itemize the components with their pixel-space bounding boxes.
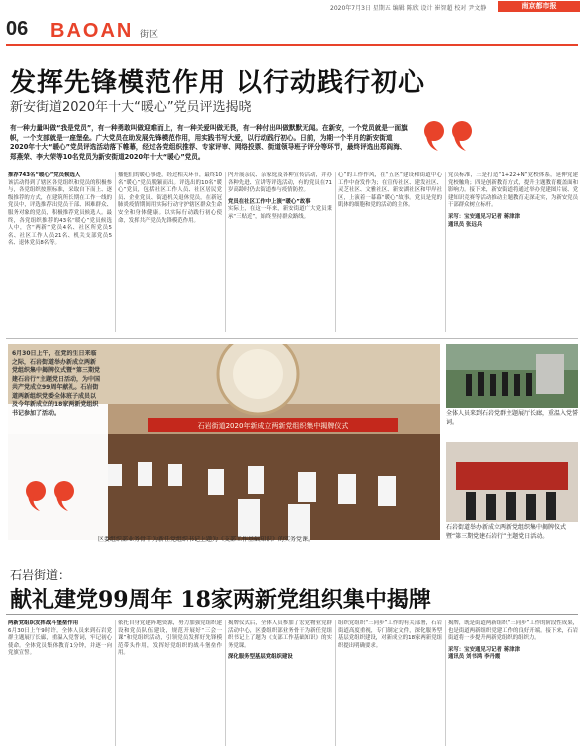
article2-col4-text: 组织党组织“三同步”工作的有关部署，石岩街道高度重视，专门制定文件，深化服务型基层党组织建设，对新成立的18家两新党组织提出明确要求。 [338,620,442,649]
column-divider [225,172,226,332]
column-divider [115,172,116,332]
article1-col1-heading: 推荐743名“暖心”党员候选人 [8,172,81,178]
section-sub: 街区 [140,30,159,40]
column-divider [225,620,226,746]
article1-column-5 [448,172,578,332]
article1-col5-text: 党员标准，三是打造“1+22+N”党校体系，延伸党建党校触角；四是创新教育方式，提升主题教育覆盖面和影响力。接下来，新安街道将通过举办党建图片展、党建知识竞赛等活动推动主题教育走深走实，为新安党员干部群众树立标杆。 [448,172,578,209]
right-bottom-caption: 石岩街道举办新成立两新党组织集中揭牌仪式暨“第三期党建石岩行”主题党日活动。 [446,524,567,540]
page-number: 06 [6,18,29,40]
article1-col3-text: 内开展亲民、亲家庭及各种宣传活动，并办各种先进、宣讲等评选活动，有的党员在71岁高龄时仍去街道参与疫情防控。 [228,172,332,194]
article2-column-4 [338,620,442,746]
column-divider [335,172,336,332]
article2-col3-heading: 深化服务型基层党组织建设 [228,654,293,661]
column-divider [445,620,446,746]
article1-col4-text: 心”的工作作风，在“五区”建设和街道中心工作中奋发作为；在宣传社区、建发社区、灵芝社区、文雅社区、新安湖社区和甲岸社区，上演着一幕幕“暖心”故事。党员是党的肌体的细胞和党的活动的主体。 [338,172,442,209]
article1-col2-text: 播他们的暖心事迹，经过相关环节，最终10名“暖心”党员脱颖而出。评选出的10名“暖心”党员，包括社区工作人员、社区居民党员、企业党员、街道机关退休党员，在新冠肺炎疫情期间用实际行动守护辖区群众生命安全和身体健康。以实际行动践行初心使命，发挥共产党员先锋模范作用。 [118,172,222,224]
right-top-caption: 全体人员来到石岩党群主题展厅长廊，重温入党誓词。 [446,410,579,426]
article2-col1-text: 6月30日上午9时许，全体人员来到石岩党群主题展厅长廊，重温入党誓词，牢记初心使命。全体党员集体教育1分钟，并逐一向党旗宣誓。 [8,627,112,657]
article2-byline: 采写：宝安通见习记者 蒋津津 通讯员 刘书鸿 李丹霞 [448,646,520,661]
article1-col3-text2: 实际上，在这一年来，新安街道广大党员秉承“三贴近”，始终坚持群众路线。 [228,206,332,220]
main-photo-side-caption: 6月30日上午，在党的生日来临之际，石岩街道举办新成立两新党组织集中揭牌仪式暨“第三期党建石岩行”主题党日活动，为中国共产党成立99周年献礼。石岩街道两新组织党委全体班子成员以及今年新成立的18家两新党组织书记参加了活动。 [12,350,100,417]
banner-text: 石岩街道2020年新成立两新党组织集中揭牌仪式 [197,422,349,430]
masthead [0,0,584,14]
quote-mark-icon [420,118,480,152]
quote-mark-icon [22,478,82,512]
article2-headline: 献礼建党99周年 18家两新党组织集中揭牌 [10,587,431,613]
article2-col3-text: 揭牌仪式后，全体人员参加了宏党物业党群活动中心，区委组织部业务骨干为新任党组织书记上了题为《支部工作基础知识》的实务党课。 [228,620,332,649]
section-divider [6,338,578,339]
article1-column-1 [8,172,112,332]
article2-col1-heading: 两新党组织发挥战斗堡垒作用 [8,620,79,626]
header-rule [6,44,578,46]
column-divider [335,620,336,746]
article2-column-5 [448,620,578,746]
article1-headline: 发挥先锋模范作用 以行动践行初心 [10,68,426,98]
article1-col3-heading: 党员在社区工作中上演“暖心”故事 [228,198,311,205]
article1-subhead: 新安街道2020年十大“暖心”党员评选揭晓 [10,100,252,115]
column-divider [115,620,116,746]
article2-column-3 [228,620,332,746]
issue-info: 2020年7月3日 星期五 编辑 陈欣 设计 崔智超 校对 尹文静 [330,5,487,12]
main-photo-bottom-caption: 区委组织部业务骨干为新任党组织书记上题为《支部工作基础知识》的实务党课。 [98,536,315,543]
article1-byline: 采写：宝安通见习记者 蒋津津 通讯员 张远兵 [448,213,520,228]
article1-col1-text: 该活动得到了辖区各党组织和党员的积极参与，各党组织按照标准，采取自下而上、逐级推荐的方式，在建筑所长期在工作一线的党员中，评选推荐出党员干部、困难群众、服务对象的党员，积极推荐党员候选人。最终，各党组织推荐的43名“暖心”党员候选人中，含“两新”党员4名、社区所党员5名、社区工作人员21名、机关支部党员5名、退休党员8名等。 [8,179,112,247]
article1-lead: 有一种力量叫做“我是党员”，有一种勇敢叫做迎难而上，有一种关爱叫做无畏，有一种付出叫做默默无闻。在新安，一个党员就是一面旗帜，一个支部就是一座堡垒。广大党员在助发展先锋模范作用，用实践书写大爱，以行动践行初心。日前，为期一个半月的新安街道2020年十大“暖心”党员评选活动落下帷幕，经过各党组织推荐、专家评审、网络投票、街道领导班子评分等环节，最终评选出郑阎海、郑燕荣、李大荣等10名党员为新安街道2020年十大“暖心”党员。 [10,124,408,161]
article2-column-2 [118,620,222,746]
article2-col2-text: 依托自身党建阵地资源，努力加强党组织建设和党员队伍建设，规范开展好“三会一课”和党组织活动，引领党员发挥好先锋模范带头作用，发挥好党组织的战斗堡垒作用。 [118,620,222,657]
right-bottom-photo [446,442,578,522]
article1-column-3 [228,172,332,332]
section-name: BAOAN [50,20,134,42]
article2-rule [6,614,578,615]
newspaper-logo: 南京都市报 [498,1,580,12]
right-top-photo [446,344,578,408]
article2-label: 石岩街道： [10,568,71,582]
column-divider [445,172,446,332]
article1-column-2 [118,172,222,332]
article1-column-4 [338,172,442,332]
article2-column-1 [8,620,112,746]
article2-col5-text: 揭牌，既是街道两新组织“三同步”工作的阶段性成果，也是街道两新组织党建工作的良好开端。接下来，石岩街道将一步提升两新党组织的组织力。 [448,620,578,642]
